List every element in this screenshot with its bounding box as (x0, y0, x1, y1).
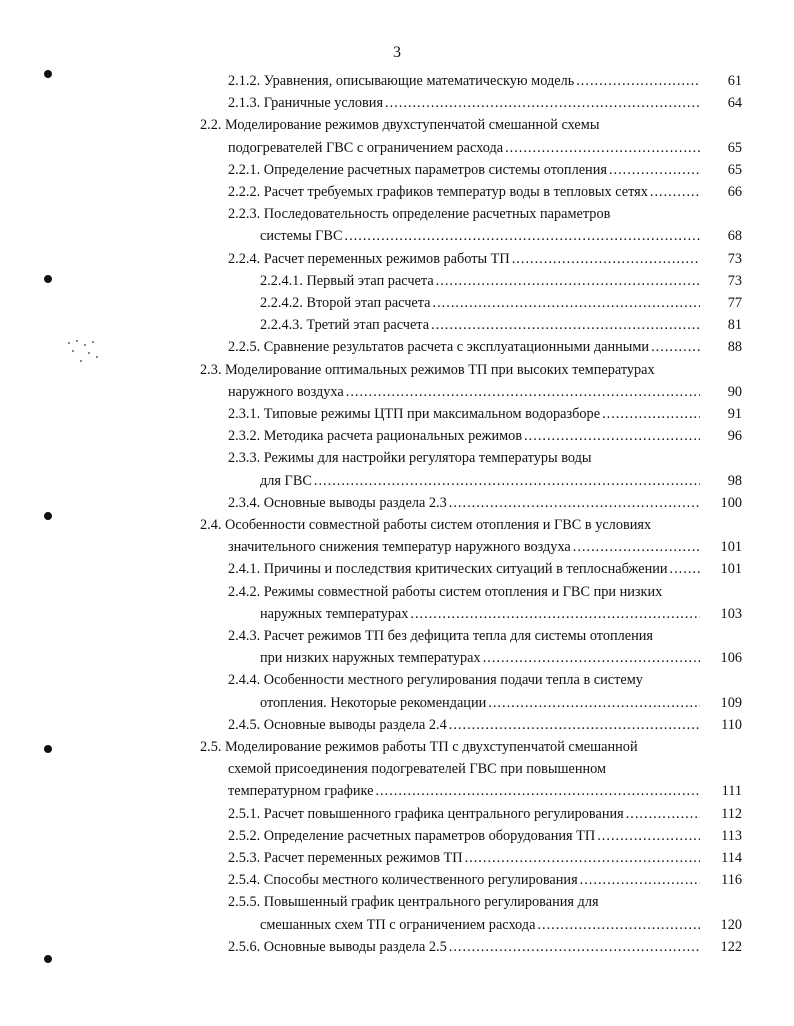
toc-page-number: 66 (727, 184, 742, 200)
toc-entry (228, 492, 742, 514)
toc-page-number: 103 (720, 606, 742, 622)
toc-entry (228, 403, 742, 425)
toc-entry (228, 558, 742, 580)
toc-entry (260, 647, 742, 669)
dot-leader (651, 336, 700, 358)
toc-entry (260, 603, 742, 625)
dot-leader (346, 381, 700, 403)
dot-leader (483, 647, 700, 669)
toc-page-number: 116 (721, 872, 742, 888)
toc-entry-title: 2.3.2. Методика расчета рациональных режимов (228, 428, 523, 444)
toc-page-number: 120 (720, 917, 742, 933)
toc-entry-title: 2.5.6. Основные выводы раздела 2.5 (228, 939, 447, 955)
toc-entry-title: 2.5.2. Определение расчетных параметров оборудования ТП (228, 828, 596, 844)
dot-leader (650, 181, 700, 203)
toc-page-number: 65 (727, 140, 742, 156)
toc-page-number: 98 (727, 473, 742, 489)
toc-page-number: 81 (727, 317, 742, 333)
scan-specks (66, 338, 116, 368)
toc-entry-title: 2.2.2. Расчет требуемых графиков температур воды в тепловых сетях (228, 184, 648, 200)
toc-entry (228, 248, 742, 270)
dot-leader (609, 159, 700, 181)
toc-page-number: 110 (721, 717, 742, 733)
toc-page-number: 73 (727, 251, 742, 267)
toc-entry-title: системы ГВС (260, 228, 343, 244)
dot-leader (602, 403, 700, 425)
dot-leader (580, 869, 700, 891)
toc-page-number: 113 (721, 828, 742, 844)
toc-entry-title: 2.4.3. Расчет режимов ТП без дефицита тепла для системы отопления (228, 628, 654, 644)
toc-entry-title: отопления. Некоторые рекомендации (260, 695, 487, 711)
toc-heading-line (228, 669, 742, 691)
toc-heading-line (228, 625, 742, 647)
toc-entry-title: 2.4.2. Режимы совместной работы систем отопления и ГВС при низких (228, 584, 663, 600)
toc-entry-title: температурном графике (228, 783, 374, 799)
toc-page-number: 65 (727, 162, 742, 178)
toc-page-number: 111 (721, 783, 742, 799)
dot-leader (524, 425, 700, 447)
toc-entry-title: 2.2.4.3. Третий этап расчета (260, 317, 430, 333)
toc-entry-title: 2.2.4.2. Второй этап расчета (260, 295, 431, 311)
toc-entry-title: при низких наружных температурах (260, 650, 481, 666)
toc-page-number: 106 (720, 650, 742, 666)
toc-entry-title: 2.4.4. Особенности местного регулирования подачи тепла в систему (228, 672, 643, 688)
toc-entry-title: значительного снижения температур наружного воздуха (228, 539, 571, 555)
toc-page-number: 101 (720, 539, 742, 555)
toc-entry (260, 292, 742, 314)
toc-entry-title: 2.3. Моделирование оптимальных режимов ТП при высоких температурах (200, 362, 655, 378)
toc-page-number: 61 (727, 73, 742, 89)
toc-page-number: 114 (721, 850, 742, 866)
dot-leader (449, 936, 700, 958)
toc-entry-title: для ГВС (260, 473, 312, 489)
toc-entry-title: схемой присоединения подогревателей ГВС при повышенном (228, 761, 607, 777)
toc-entry-title: 2.2. Моделирование режимов двухступенчатой смешанной схемы (200, 117, 600, 133)
toc-entry-title: наружного воздуха (228, 384, 344, 400)
toc-heading-line (200, 359, 742, 381)
toc-heading-line (228, 581, 742, 603)
dot-leader (433, 292, 700, 314)
toc-entry-title: 2.3.3. Режимы для настройки регулятора температуры воды (228, 450, 592, 466)
toc-entry-title: 2.5.4. Способы местного количественного регулирования (228, 872, 578, 888)
toc-page-number: 101 (720, 561, 742, 577)
toc-heading-line (228, 447, 742, 469)
toc-entry (260, 470, 742, 492)
toc-entry (228, 825, 742, 847)
toc-entry-title: 2.2.4. Расчет переменных режимов работы ТП (228, 251, 510, 267)
dot-leader (436, 270, 700, 292)
toc-entry (228, 869, 742, 891)
binder-hole-mark (44, 745, 52, 753)
toc-entry-title: 2.2.4.1. Первый этап расчета (260, 273, 434, 289)
toc-entry (228, 137, 742, 159)
toc-entry (228, 936, 742, 958)
toc-heading-line (200, 736, 742, 758)
dot-leader (626, 803, 700, 825)
toc-entry (228, 336, 742, 358)
toc-entry-title: смешанных схем ТП с ограничением расхода (260, 917, 536, 933)
toc-entry (228, 92, 742, 114)
dot-leader (512, 248, 700, 270)
toc-page-number: 73 (727, 273, 742, 289)
toc-page-number: 122 (720, 939, 742, 955)
toc-entry (260, 270, 742, 292)
toc-page-number: 112 (721, 806, 742, 822)
dot-leader (345, 225, 700, 247)
toc-entry-title: 2.2.1. Определение расчетных параметров системы отопления (228, 162, 607, 178)
toc-entry (260, 225, 742, 247)
dot-leader (385, 92, 700, 114)
toc-entry-title: наружных температурах (260, 606, 409, 622)
toc-page-number: 91 (727, 406, 742, 422)
dot-leader (314, 470, 700, 492)
toc-entry-title: 2.4.5. Основные выводы раздела 2.4 (228, 717, 447, 733)
toc-entry (228, 536, 742, 558)
toc-entry (228, 70, 742, 92)
toc-entry-title: 2.2.5. Сравнение результатов расчета с эксплуатационными данными (228, 339, 650, 355)
toc-entry (228, 159, 742, 181)
toc-page-number: 77 (727, 295, 742, 311)
toc-entry-title: 2.5.5. Повышенный график центрального регулирования для (228, 894, 599, 910)
toc-entry (228, 714, 742, 736)
dot-leader (505, 137, 700, 159)
dot-leader (573, 536, 700, 558)
toc-page-number: 96 (727, 428, 742, 444)
toc-entry-title: 2.5.1. Расчет повышенного графика центрального регулирования (228, 806, 624, 822)
toc-page-number: 68 (727, 228, 742, 244)
toc-entry (228, 425, 742, 447)
toc-entry-title: 2.1.2. Уравнения, описывающие математическую модель (228, 73, 575, 89)
toc-entry (228, 181, 742, 203)
toc-heading-line (228, 891, 742, 913)
toc-heading-line (200, 514, 742, 536)
toc-entry (260, 314, 742, 336)
page-number: 3 (393, 44, 401, 61)
toc-page-number: 90 (727, 384, 742, 400)
toc-page-number: 100 (720, 495, 742, 511)
dot-leader (576, 70, 700, 92)
dot-leader (597, 825, 700, 847)
toc-heading-line (228, 203, 742, 225)
toc-page-number: 109 (720, 695, 742, 711)
toc-page-number: 64 (727, 95, 742, 111)
toc-heading-line (228, 758, 742, 780)
toc-entry (228, 381, 742, 403)
toc-entry (260, 914, 742, 936)
dot-leader (465, 847, 700, 869)
toc-heading-line (200, 114, 742, 136)
toc-entry (228, 780, 742, 802)
toc-page-number: 88 (727, 339, 742, 355)
dot-leader (449, 714, 700, 736)
toc-entry-title: 2.3.1. Типовые режимы ЦТП при максимальном водоразборе (228, 406, 601, 422)
binder-hole-mark (44, 275, 52, 283)
dot-leader (375, 780, 700, 802)
toc-entry (260, 692, 742, 714)
toc-entry-title: 2.2.3. Последовательность определение расчетных параметров (228, 206, 611, 222)
toc-entry-title: подогревателей ГВС с ограничением расхода (228, 140, 504, 156)
dot-leader (488, 692, 700, 714)
toc-entry-title: 2.4. Особенности совместной работы систем отопления и ГВС в условиях (200, 517, 652, 533)
toc-entry-title: 2.4.1. Причины и последствия критических ситуаций в теплоснабжении (228, 561, 668, 577)
dot-leader (410, 603, 700, 625)
toc-entry-title: 2.5. Моделирование режимов работы ТП с двухступенчатой смешанной (200, 739, 638, 755)
dot-leader (670, 558, 700, 580)
toc-entry-title: 2.5.3. Расчет переменных режимов ТП (228, 850, 463, 866)
toc-entry (228, 803, 742, 825)
binder-hole-mark (44, 512, 52, 520)
binder-hole-mark (44, 70, 52, 78)
dot-leader (537, 914, 700, 936)
dot-leader (431, 314, 700, 336)
toc-entry-title: 2.1.3. Граничные условия (228, 95, 384, 111)
toc-entry (228, 847, 742, 869)
dot-leader (449, 492, 700, 514)
toc-entry-title: 2.3.4. Основные выводы раздела 2.3 (228, 495, 447, 511)
binder-hole-mark (44, 955, 52, 963)
